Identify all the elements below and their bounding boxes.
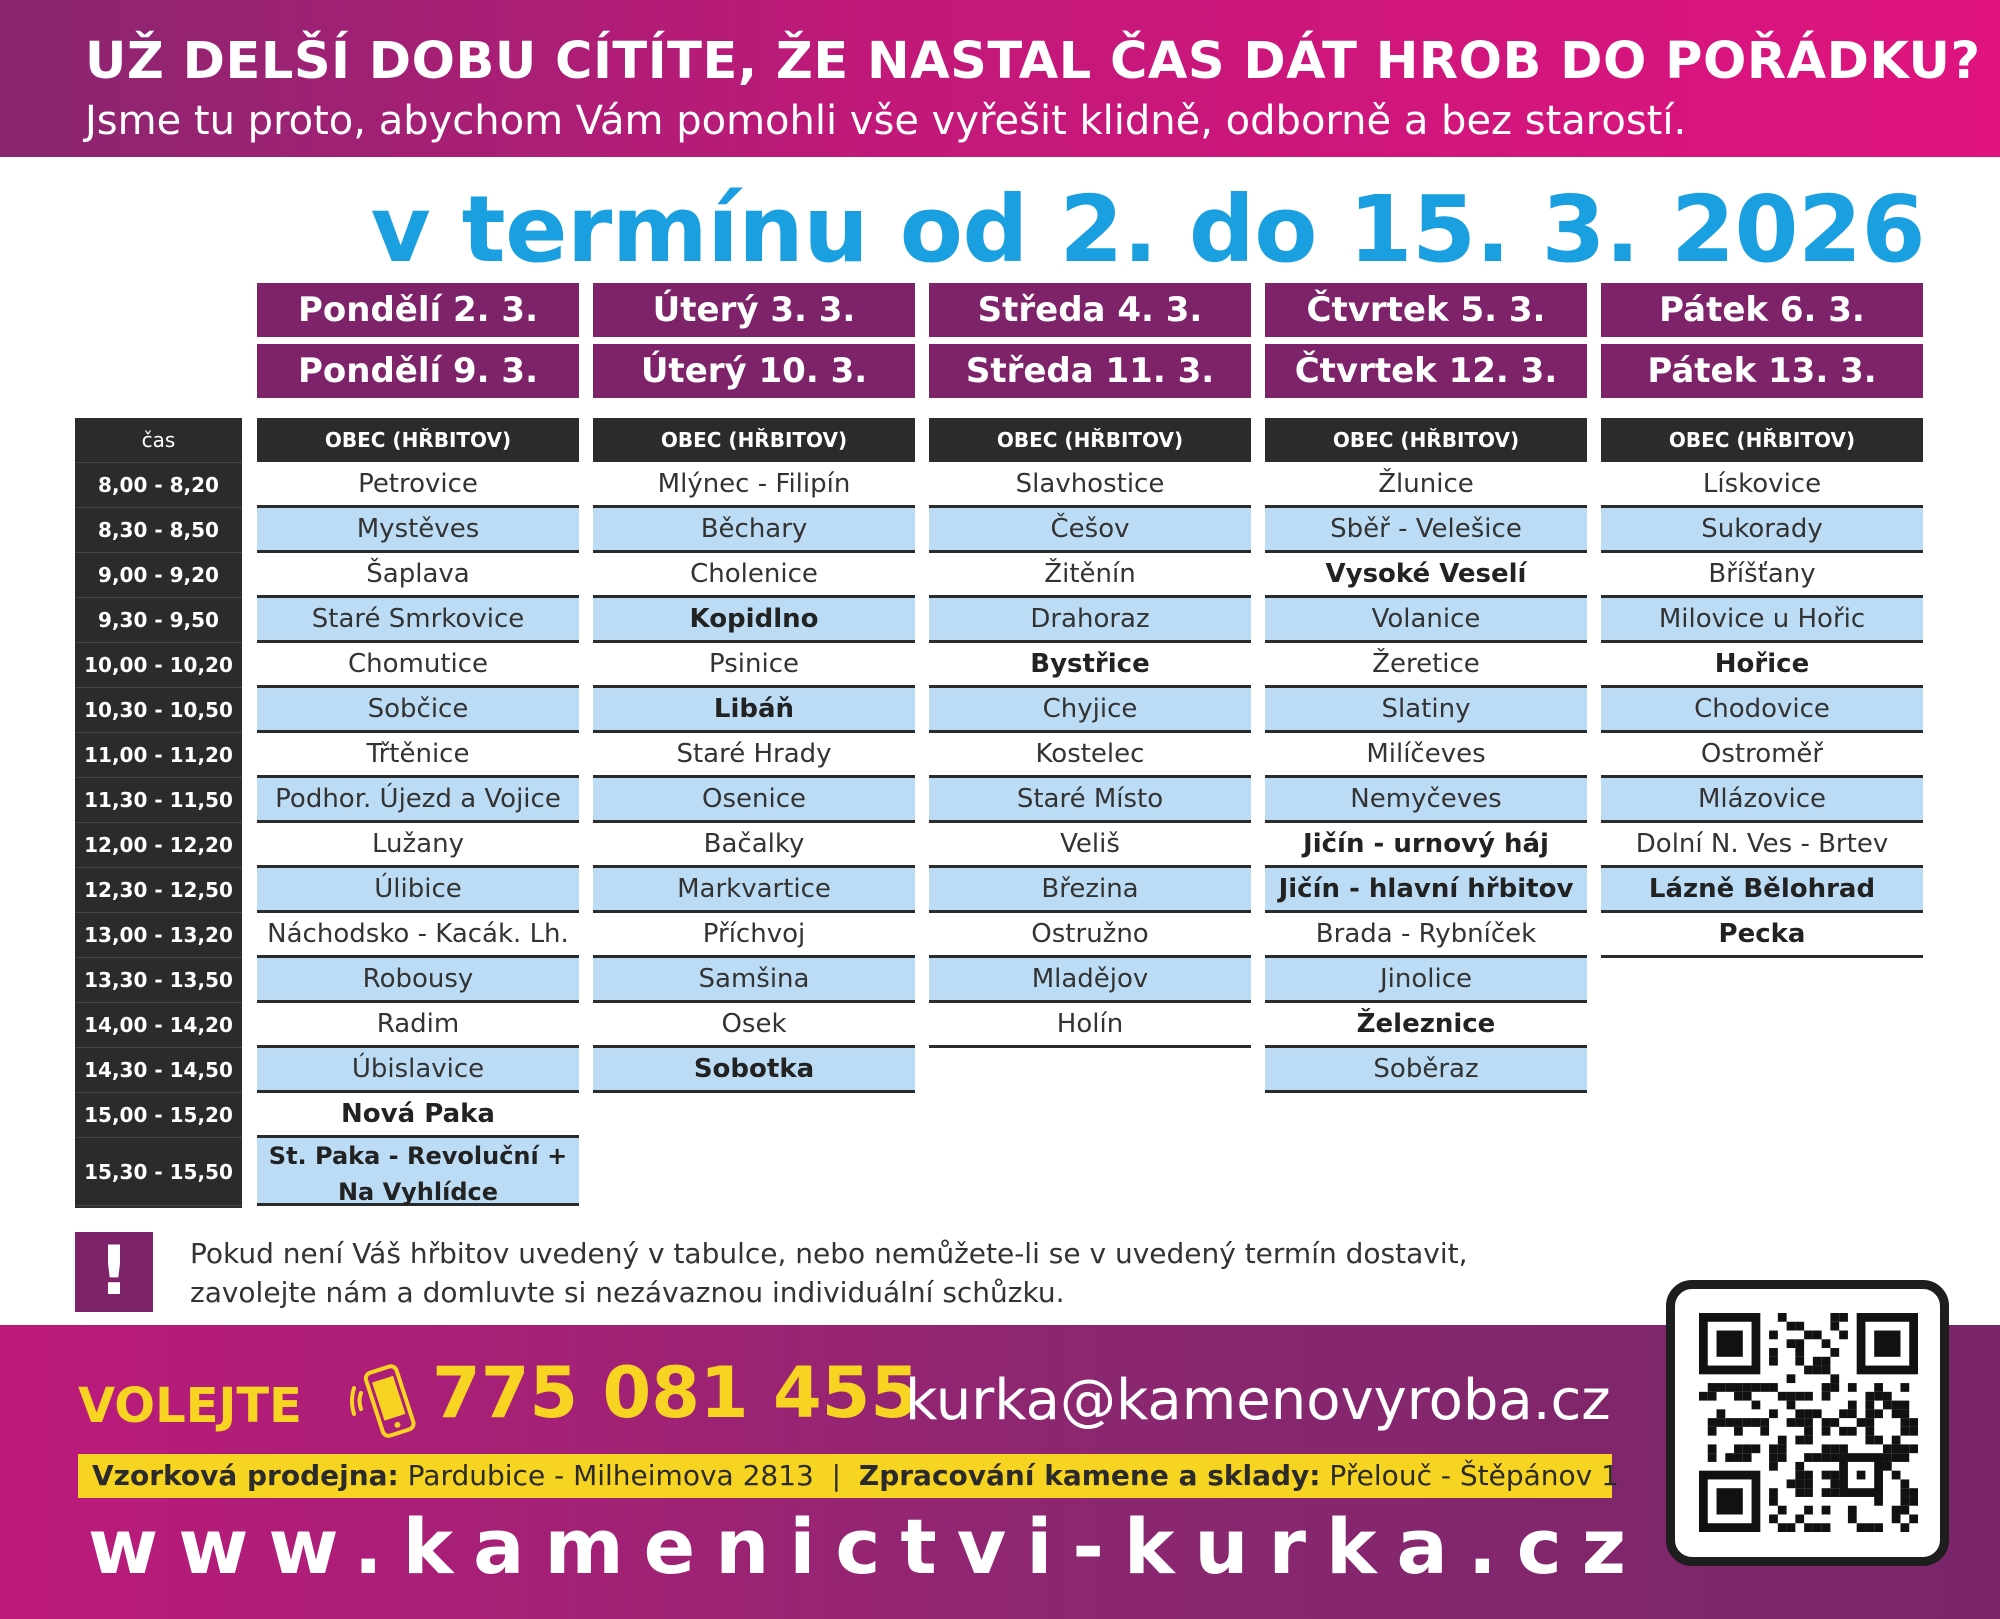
schedule-cell: Psinice <box>593 643 915 688</box>
column-header-obec: OBEC (HŘBITOV) <box>1601 418 1923 462</box>
time-slot: 11,00 - 11,20 <box>75 733 242 778</box>
day-header-2-week2: Úterý 10. 3. <box>593 344 915 398</box>
time-slot: 12,30 - 12,50 <box>75 868 242 913</box>
schedule-cell: Běchary <box>593 508 915 553</box>
schedule-cell: Dolní N. Ves - Brtev <box>1601 823 1923 868</box>
schedule-cell: Šaplava <box>257 553 579 598</box>
time-slot: 14,00 - 14,20 <box>75 1003 242 1048</box>
time-slot: 12,00 - 12,20 <box>75 823 242 868</box>
schedule-cell: Drahoraz <box>929 598 1251 643</box>
schedule-cell: Lužany <box>257 823 579 868</box>
schedule-cell: Osek <box>593 1003 915 1048</box>
schedule-cell: Jičín - urnový háj <box>1265 823 1587 868</box>
schedule-cell: Petrovice <box>257 463 579 508</box>
column-header-obec: OBEC (HŘBITOV) <box>257 418 579 462</box>
headline: UŽ DELŠÍ DOBU CÍTÍTE, ŽE NASTAL ČAS DÁT HROB DO POŘÁDKU? <box>85 32 1981 91</box>
schedule-cell: Žeretice <box>1265 643 1587 688</box>
schedule-cell: Třtěnice <box>257 733 579 778</box>
schedule-cell: Češov <box>929 508 1251 553</box>
schedule-cell: Březina <box>929 868 1251 913</box>
schedule-cell: Cholenice <box>593 553 915 598</box>
schedule-cell: Staré Hrady <box>593 733 915 778</box>
date-range-title: v termínu od 2. do 15. 3. 2026 <box>370 176 1925 283</box>
time-slot: 13,30 - 13,50 <box>75 958 242 1003</box>
time-slot: 10,30 - 10,50 <box>75 688 242 733</box>
phone-icon <box>348 1358 418 1444</box>
schedule-cell: Sukorady <box>1601 508 1923 553</box>
website-link[interactable]: www.kamenictvi-kurka.cz <box>88 1502 1646 1591</box>
schedule-cell: Staré Místo <box>929 778 1251 823</box>
time-slot: 9,30 - 9,50 <box>75 598 242 643</box>
schedule-cell: Náchodsko - Kacák. Lh. <box>257 913 579 958</box>
schedule-cell: Chyjice <box>929 688 1251 733</box>
column-header-obec: OBEC (HŘBITOV) <box>593 418 915 462</box>
time-slot: 8,30 - 8,50 <box>75 508 242 553</box>
phone-number-link[interactable]: 775 081 455 <box>432 1352 920 1434</box>
call-label: VOLEJTE <box>78 1378 302 1434</box>
schedule-cell: Nová Paka <box>257 1093 579 1138</box>
time-slot: 9,00 - 9,20 <box>75 553 242 598</box>
schedule-cell: Mlýnec - Filipín <box>593 463 915 508</box>
exclamation-icon: ! <box>75 1232 153 1312</box>
day-header-5-week1: Pátek 6. 3. <box>1601 283 1923 337</box>
schedule-cell: Nemyčeves <box>1265 778 1587 823</box>
schedule-cell: Jičín - hlavní hřbitov <box>1265 868 1587 913</box>
schedule-cell: Markvartice <box>593 868 915 913</box>
schedule-cell: Bačalky <box>593 823 915 868</box>
schedule-cell: Sobotka <box>593 1048 915 1093</box>
day-header-3-week2: Středa 11. 3. <box>929 344 1251 398</box>
schedule-cell: Staré Smrkovice <box>257 598 579 643</box>
schedule-cell: Úlibice <box>257 868 579 913</box>
time-header: čas <box>75 418 242 463</box>
schedule-cell: Úbislavice <box>257 1048 579 1093</box>
day-header-5-week2: Pátek 13. 3. <box>1601 344 1923 398</box>
schedule-cell: Soběraz <box>1265 1048 1587 1093</box>
schedule-cell: Milíčeves <box>1265 733 1587 778</box>
schedule-cell: Osenice <box>593 778 915 823</box>
workshop-address: Přelouč - Štěpánov 1 <box>1329 1459 1619 1492</box>
schedule-cell: Chodovice <box>1601 688 1923 733</box>
schedule-cell: Veliš <box>929 823 1251 868</box>
notice-text <box>190 1234 1468 1312</box>
schedule-cell: Kopidlno <box>593 598 915 643</box>
time-slot: 11,30 - 11,50 <box>75 778 242 823</box>
address-separator: | <box>831 1459 842 1492</box>
schedule-cell: Samšina <box>593 958 915 1003</box>
schedule-cell: Chomutice <box>257 643 579 688</box>
day-header-4-week1: Čtvrtek 5. 3. <box>1265 283 1587 337</box>
qr-code-icon[interactable] <box>1666 1280 1949 1566</box>
schedule-cell: Libáň <box>593 688 915 733</box>
schedule-cell: Sobčice <box>257 688 579 733</box>
showroom-label: Vzorková prodejna: <box>92 1459 399 1492</box>
schedule-cell: Mystěves <box>257 508 579 553</box>
schedule-cell: St. Paka - Revoluční + Na Vyhlídce <box>257 1138 579 1206</box>
schedule-cell: Hořice <box>1601 643 1923 688</box>
address-bar <box>78 1454 1619 1498</box>
schedule-cell: Milovice u Hořic <box>1601 598 1923 643</box>
schedule-cell: Kostelec <box>929 733 1251 778</box>
day-header-1-week2: Pondělí 9. 3. <box>257 344 579 398</box>
schedule-cell: Železnice <box>1265 1003 1587 1048</box>
showroom-address: Pardubice - Milheimova 2813 <box>407 1459 814 1492</box>
schedule-cell: Mladějov <box>929 958 1251 1003</box>
schedule-cell: Žitěnín <box>929 553 1251 598</box>
qr-code-graphic <box>1699 1313 1918 1532</box>
day-header-1-week1: Pondělí 2. 3. <box>257 283 579 337</box>
schedule-cell: Bystřice <box>929 643 1251 688</box>
subheadline: Jsme tu proto, abychom Vám pomohli vše vyřešit klidně, odborně a bez starostí. <box>85 98 1687 144</box>
schedule-cell: Bříšťany <box>1601 553 1923 598</box>
schedule-cell: Jinolice <box>1265 958 1587 1003</box>
schedule-cell: Slatiny <box>1265 688 1587 733</box>
notice-line-1: Pokud není Váš hřbitov uvedený v tabulce, nebo nemůžete-li se v uvedený termín dostavit, <box>190 1237 1468 1270</box>
schedule-cell: Ostroměř <box>1601 733 1923 778</box>
time-slot: 15,00 - 15,20 <box>75 1093 242 1138</box>
schedule-cell: Mlázovice <box>1601 778 1923 823</box>
day-header-3-week1: Středa 4. 3. <box>929 283 1251 337</box>
email-link[interactable]: kurka@kamenovyroba.cz <box>905 1368 1611 1433</box>
time-slot: 10,00 - 10,20 <box>75 643 242 688</box>
notice-line-2: zavolejte nám a domluvte si nezávaznou individuální schůzku. <box>190 1276 1065 1309</box>
day-header-4-week2: Čtvrtek 12. 3. <box>1265 344 1587 398</box>
time-slot: 15,30 - 15,50 <box>75 1138 242 1206</box>
schedule-cell: Lískovice <box>1601 463 1923 508</box>
day-header-2-week1: Úterý 3. 3. <box>593 283 915 337</box>
schedule-cell: Pecka <box>1601 913 1923 958</box>
column-header-obec: OBEC (HŘBITOV) <box>1265 418 1587 462</box>
time-slot: 13,00 - 13,20 <box>75 913 242 958</box>
schedule-cell: Radim <box>257 1003 579 1048</box>
schedule-cell: Podhor. Újezd a Vojice <box>257 778 579 823</box>
schedule-cell: Žlunice <box>1265 463 1587 508</box>
time-slot: 8,00 - 8,20 <box>75 463 242 508</box>
schedule-cell: Volanice <box>1265 598 1587 643</box>
schedule-cell: Sběř - Velešice <box>1265 508 1587 553</box>
schedule-cell: Příchvoj <box>593 913 915 958</box>
schedule-cell: Holín <box>929 1003 1251 1048</box>
schedule-cell: Robousy <box>257 958 579 1003</box>
schedule-cell: Ostružno <box>929 913 1251 958</box>
schedule-cell: Brada - Rybníček <box>1265 913 1587 958</box>
schedule-cell: Lázně Bělohrad <box>1601 868 1923 913</box>
schedule-cell: Vysoké Veselí <box>1265 553 1587 598</box>
schedule-cell: Slavhostice <box>929 463 1251 508</box>
time-slot: 14,30 - 14,50 <box>75 1048 242 1093</box>
workshop-label: Zpracování kamene a sklady: <box>858 1459 1321 1492</box>
column-header-obec: OBEC (HŘBITOV) <box>929 418 1251 462</box>
